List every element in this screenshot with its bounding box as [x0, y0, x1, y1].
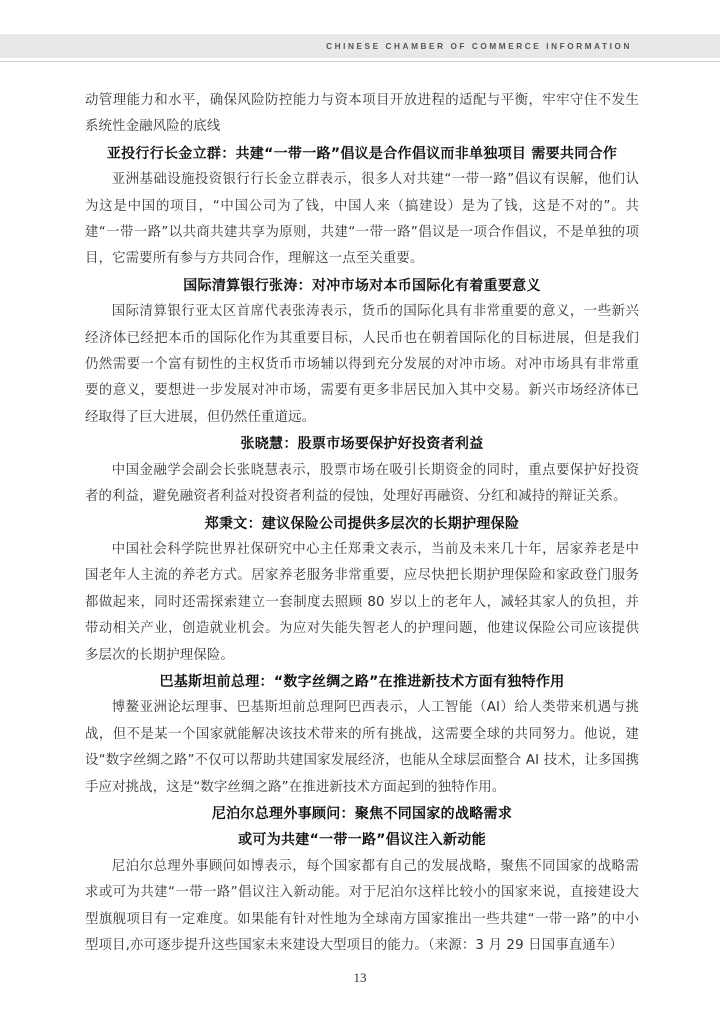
- article-body: [85, 88, 639, 959]
- section-heading: 巴基斯坦前总理：“数字丝绸之路”在推进新技术方面有独特作用: [159, 673, 565, 690]
- paragraph: 博鳌亚洲论坛理事、巴基斯坦前总理阿巴西表示，人工智能（AI）给人类带来机遇与挑战，但不是某一个国家就能解决该技术带来的所有挑战，这需要全球的共同努力。他说，建设“数字丝绸之路”不仅可以帮助共建国家发展经济，也能从全球层面整合 AI 技术，让多国携手应对挑战，这是“数字丝绸之路”在推进新技术方面起到的独特作用。: [85, 700, 639, 795]
- page-number: 13: [353, 970, 367, 985]
- paragraph: 亚洲基础设施投资银行行长金立群表示，很多人对共建“一带一路”倡议有误解，他们认为这是中国的项目，“中国公司为了钱，中国人来（搞建设）是为了钱，这是不对的”。共建“一带一路”以共商共建共享为原则，共建“一带一路”倡议是一项合作倡议，不是单独的项目，它需要所有参与方共同合作，理解这一点至关重要。: [85, 172, 639, 267]
- paragraph: 动管理能力和水平，确保风险防控能力与资本项目开放进程的适配与平衡，牢牢守住不发生系统性金融风险的底线: [85, 93, 639, 135]
- section-heading: 张晓慧：股票市场要保护好投资者利益: [240, 436, 484, 453]
- paragraph: 中国金融学会副会长张晓慧表示，股票市场在吸引长期资金的同时，重点要保护好投资者的利益，避免融资者利益对投资者利益的侵蚀，处理好再融资、分红和减持的辩证关系。: [85, 462, 639, 505]
- section-heading-line-1: 尼泊尔总理外事顾问：聚焦不同国家的战略需求: [211, 805, 513, 822]
- section-heading: 国际清算银行张涛：对冲市场对本币国际化有着重要意义: [183, 277, 541, 294]
- paragraph: 尼泊尔总理外事顾问如博表示，每个国家都有自己的发展战略，聚焦不同国家的战略需求或可为共建“一带一路”倡议注入新动能。对于尼泊尔这样比较小的国家来说，直接建设大型旗舰项目有一定难度。如果能有针对性地为全球南方国家推出一些共建“一带一路”的中小型项目,亦可逐步提升这些国家未来建设大型项目的能力。（来源：3 月 29 日国事直通车）: [85, 858, 639, 953]
- section-heading: 亚投行行长金立群：共建“一带一路”倡议是合作倡议而非单独项目 需要共同合作: [106, 145, 618, 162]
- paragraph: 国际清算银行亚太区首席代表张涛表示，货币的国际化具有非常重要的意义，一些新兴经济体已经把本币的国际化作为其重要目标，人民币也在朝着国际化的目标进展，但是我们仍然需要一个富有韧性的主权货币市场辅以得到充分发展的对冲市场。对冲市场具有非常重要的意义，要想进一步发展对冲市场，需要有更多非居民加入其中交易。新兴市场经济体已经取得了巨大进展，但仍然任重道远。: [85, 304, 639, 425]
- section-heading: 郑秉文：建议保险公司提供多层次的长期护理保险: [204, 515, 520, 532]
- header-band: [0, 34, 720, 58]
- section-heading-line-2: 或可为共建“一带一路”倡议注入新动能: [238, 832, 486, 849]
- running-header: CHINESE CHAMBER OF COMMERCE INFORMATION: [326, 42, 632, 51]
- paragraph: 中国社会科学院世界社保研究中心主任郑秉文表示，当前及未来几十年，居家养老是中国老年人主流的养老方式。居家养老服务非常重要，应尽快把长期护理保险和家政登门服务都做起来，同时还需探索建立一套制度去照顾 80 岁以上的老年人，减轻其家人的负担，并带动相关产业，创造就业机会。为应对失能失智老人的护理问题，他建议保险公司应该提供多层次的长期护理保险。: [85, 541, 639, 663]
